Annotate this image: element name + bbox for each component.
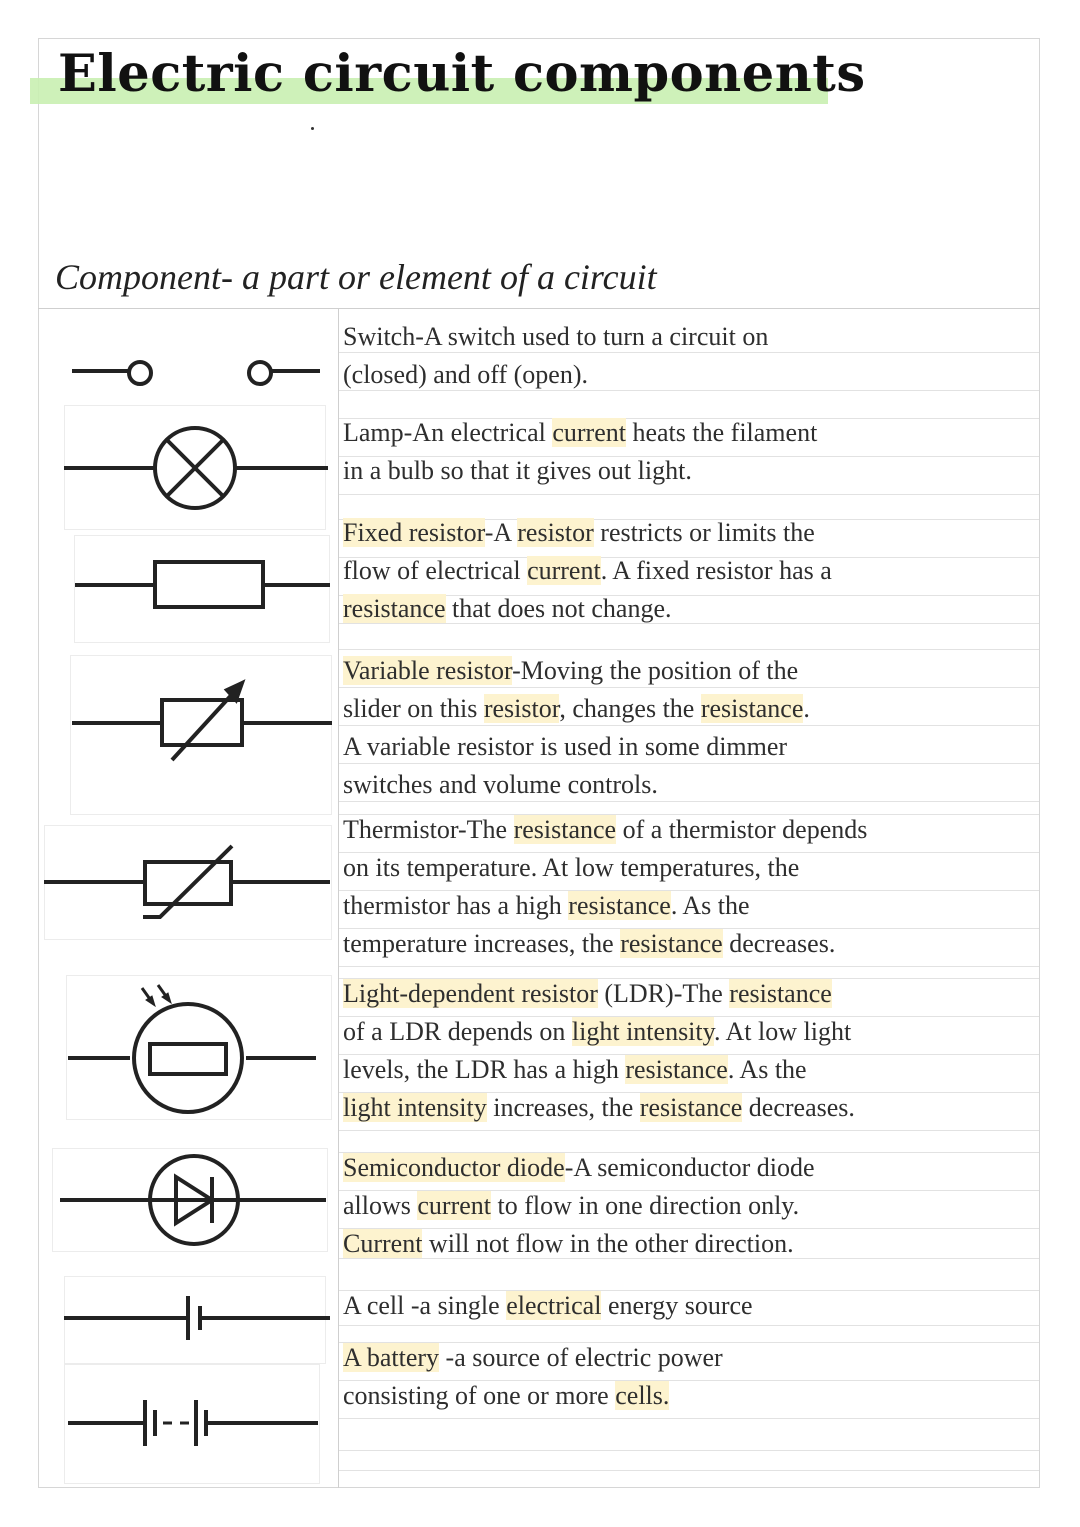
highlighted-keyword: Fixed resistor — [343, 518, 485, 547]
description-line — [343, 766, 1033, 804]
description-text: Switch-A switch used to turn a circuit on — [343, 322, 769, 351]
description-text: A cell -a single — [343, 1291, 507, 1320]
description-line — [343, 552, 1033, 590]
switch-description — [343, 318, 1033, 394]
description-line — [343, 414, 1033, 452]
description-text: decreases. — [722, 929, 836, 958]
variable-resistor-description — [343, 652, 1033, 804]
component-definition: Component- a part or element of a circuit — [55, 257, 657, 297]
description-text: (LDR)-The — [597, 979, 730, 1008]
description-text: allows — [343, 1191, 418, 1220]
description-text: . At low light — [713, 1017, 852, 1046]
highlighted-keyword: current — [417, 1191, 492, 1220]
description-line — [343, 728, 1033, 766]
description-text: flow of electrical — [343, 556, 528, 585]
ruled-line — [339, 1470, 1039, 1471]
description-line — [343, 925, 1033, 963]
description-line — [343, 356, 1033, 394]
description-line — [343, 514, 1033, 552]
fixed-resistor-symbol — [75, 562, 330, 607]
description-text: switches and volume controls. — [343, 770, 658, 799]
thermistor-description — [343, 811, 1033, 963]
highlighted-keyword: resistance — [729, 979, 832, 1008]
highlighted-keyword: resistor — [517, 518, 594, 547]
description-line — [343, 690, 1033, 728]
ruled-line — [339, 1130, 1039, 1131]
highlighted-keyword: light intensity — [343, 1093, 487, 1122]
description-text: . — [803, 694, 810, 723]
fixed-resistor-description — [343, 514, 1033, 628]
description-text: , changes the — [559, 694, 701, 723]
description-line — [343, 652, 1033, 690]
switch-symbol — [72, 362, 320, 384]
description-text: temperature increases, the — [343, 929, 621, 958]
ruled-line — [339, 649, 1039, 650]
description-line — [343, 1287, 1033, 1325]
description-text: . As the — [727, 1055, 807, 1084]
description-text: consisting of one or more — [343, 1381, 616, 1410]
description-line — [343, 590, 1033, 628]
highlighted-keyword: cells. — [615, 1381, 670, 1410]
highlighted-keyword: resistance — [639, 1093, 743, 1122]
description-line — [343, 1377, 1033, 1415]
description-text: -A semiconductor diode — [564, 1153, 815, 1182]
ldr-symbol — [68, 985, 316, 1112]
highlighted-keyword: Semiconductor diode — [343, 1153, 565, 1182]
description-line — [343, 975, 1033, 1013]
thermistor-symbol — [44, 846, 330, 917]
description-text: of a LDR depends on — [343, 1017, 572, 1046]
highlighted-keyword: light intensity — [571, 1017, 714, 1046]
description-text: -A — [484, 518, 518, 547]
ruled-line — [339, 1325, 1039, 1326]
description-text: . A fixed resistor has a — [600, 556, 832, 585]
highlighted-keyword: resistance — [513, 815, 617, 844]
page-title: Electric circuit components — [58, 44, 866, 104]
description-line — [343, 1339, 1033, 1377]
description-text: A variable resistor is used in some dimmer — [343, 732, 788, 761]
description-text: -Moving the position of the — [512, 656, 799, 685]
ruled-line — [339, 966, 1039, 967]
ruled-line — [339, 1450, 1039, 1451]
battery-symbol — [68, 1400, 318, 1446]
description-text: Thermistor-The — [343, 815, 514, 844]
description-text: thermistor has a high — [343, 891, 569, 920]
description-text: will not flow in the other direction. — [422, 1229, 794, 1258]
highlighted-keyword: A battery — [343, 1343, 440, 1372]
description-text: slider on this — [343, 694, 484, 723]
ruled-line — [339, 1418, 1039, 1419]
description-text: on its temperature. At low temperatures, the — [343, 853, 800, 882]
lamp-symbol — [64, 428, 328, 508]
description-line — [343, 1187, 1033, 1225]
description-text: (closed) and off (open). — [343, 360, 588, 389]
description-text: . As the — [670, 891, 750, 920]
ruled-line — [339, 494, 1039, 495]
highlighted-keyword: resistance — [343, 594, 446, 623]
description-text: that does not change. — [445, 594, 672, 623]
highlighted-keyword: Light-dependent resistor — [343, 979, 598, 1008]
description-text: levels, the LDR has a high — [343, 1055, 626, 1084]
highlighted-keyword: Current — [343, 1229, 423, 1258]
description-line — [343, 1089, 1033, 1127]
highlighted-keyword: Variable resistor — [343, 656, 513, 685]
diode-symbol — [60, 1156, 326, 1244]
highlighted-keyword: current — [527, 556, 601, 585]
description-line — [343, 1051, 1033, 1089]
battery-description — [343, 1339, 1033, 1415]
highlighted-keyword: resistance — [568, 891, 671, 920]
description-line — [343, 887, 1033, 925]
description-text: in a bulb so that it gives out light. — [343, 456, 692, 485]
lamp-description — [343, 414, 1033, 490]
variable-resistor-symbol — [72, 683, 332, 760]
description-text: -a source of electric power — [439, 1343, 723, 1372]
diode-description — [343, 1149, 1033, 1263]
highlighted-keyword: resistance — [625, 1055, 728, 1084]
symbol-column — [0, 0, 340, 1527]
cell-description — [343, 1287, 1033, 1325]
highlighted-keyword: current — [552, 418, 626, 447]
description-text: of a thermistor depends — [616, 815, 868, 844]
ldr-description — [343, 975, 1033, 1127]
description-text: energy source — [601, 1291, 753, 1320]
description-text: heats the filament — [625, 418, 818, 447]
description-line — [343, 849, 1033, 887]
description-text: to flow in one direction only. — [491, 1191, 800, 1220]
cell-symbol — [64, 1296, 330, 1340]
description-text: decreases. — [742, 1093, 855, 1122]
highlighted-keyword: electrical — [506, 1291, 602, 1320]
highlighted-keyword: resistance — [620, 929, 723, 958]
description-line — [343, 1225, 1033, 1263]
description-line — [343, 811, 1033, 849]
description-line — [343, 452, 1033, 490]
highlighted-keyword: resistor — [483, 694, 560, 723]
description-line — [343, 1149, 1033, 1187]
description-text: increases, the — [486, 1093, 640, 1122]
description-text: Lamp-An electrical — [343, 418, 553, 447]
description-line — [343, 1013, 1033, 1051]
description-text: restricts or limits the — [593, 518, 815, 547]
highlighted-keyword: resistance — [700, 694, 804, 723]
description-line — [343, 318, 1033, 356]
